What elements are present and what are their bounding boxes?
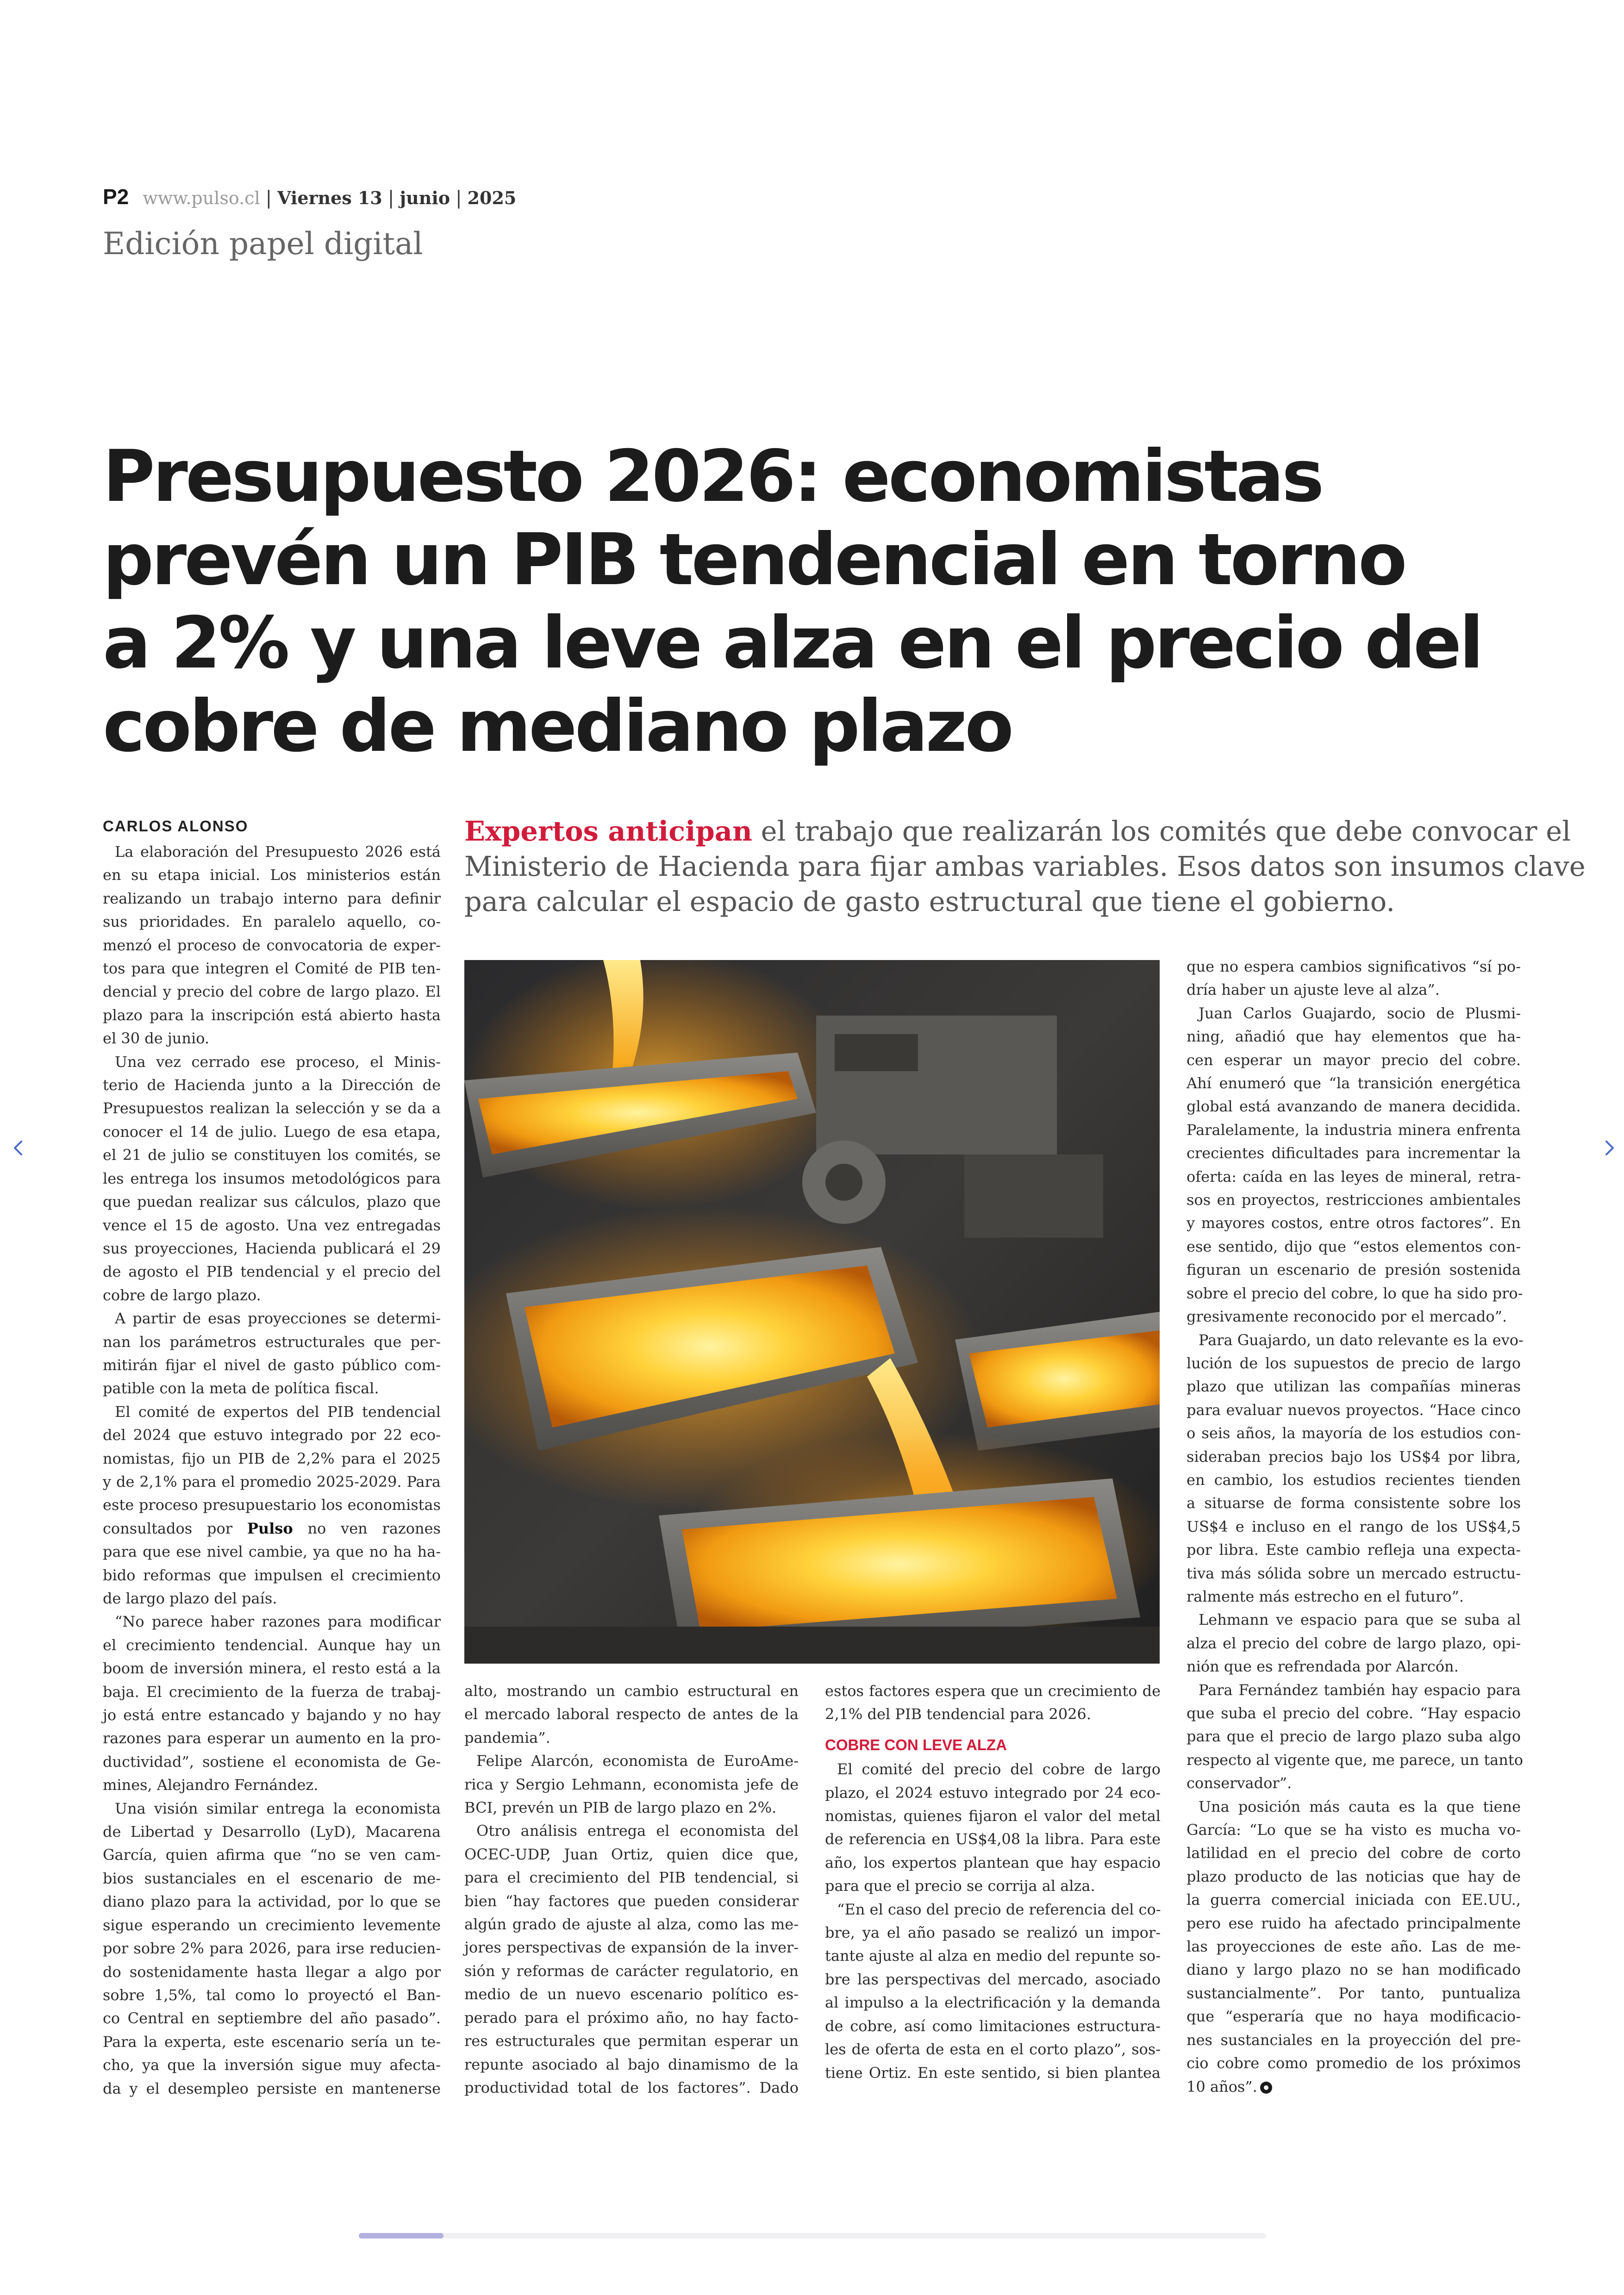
article-text-line: La elaboración del Presupuesto 2026 está [115, 843, 441, 861]
article-text-line: el mercado laboral respecto de antes de la [464, 1705, 799, 1723]
article-text-line: global está avanzando de manera decidida. [1187, 1098, 1521, 1116]
article-text-line: pero ese ruido ha afectado principalmente [1187, 1914, 1521, 1932]
article-text-line: res estructurales que permitan esperar un [464, 2032, 799, 2050]
chevron-right-icon [1600, 1139, 1618, 1157]
article-text-line: sión y reformas de carácter regulatorio, en [464, 1962, 799, 1980]
article-text-line: Una posición más cauta es la que tiene [1199, 1797, 1521, 1815]
article-text-line: mitirán fijar el nivel de gasto público com- [103, 1356, 441, 1374]
article-text-line: Para Guajardo, un dato relevante es la evo- [1199, 1331, 1524, 1349]
article-column-3 [825, 1679, 1161, 2084]
article-text-line: para que el precio se corrija al alza. [825, 1877, 1095, 1895]
article-text-line: ning, añadió que hay elementos que ha- [1187, 1028, 1521, 1046]
article-text-line: plazo para la inscripción está abierto hasta [103, 1006, 441, 1024]
col3-top [825, 1679, 1161, 1726]
article-text-line: diano plazo para la actividad, por lo que se [103, 1893, 441, 1911]
article-text-line: las proyecciones de este año. Las de me- [1187, 1938, 1521, 1956]
header-day: Viernes 13 [277, 187, 382, 208]
article-text-line: Juan Carlos Guajardo, socio de Plusmi- [1199, 1004, 1521, 1022]
article-text-line: para que el precio de largo plazo suba algo [1187, 1727, 1521, 1746]
headline-line: a 2% y una leve alza en el precio del [103, 602, 1482, 685]
article-text-line: ductividad”, sostiene el economista de Ge- [103, 1752, 441, 1771]
article-text-line: bido reformas que impulsen el crecimiento [103, 1566, 441, 1584]
article-text-line: les de oferta de esta en el corto plazo”, sos- [825, 2040, 1161, 2058]
article-text-line: gresivamente reconocido por el mercado”. [1187, 1308, 1507, 1326]
article-text-line: plazo, el 2024 estuvo integrado por 24 eco- [825, 1784, 1161, 1802]
header-separator: | [387, 187, 394, 209]
article-text-line: realizando un trabajo interno para definir [103, 889, 441, 907]
article-text-line: Para Fernández también hay espacio para [1199, 1681, 1521, 1699]
article-text-line: BCI, prevén un PIB de largo plazo en 2%. [464, 1799, 777, 1817]
article-text-line: patible con la meta de política fiscal. [103, 1379, 379, 1397]
site-url[interactable]: www.pulso.cl [143, 188, 260, 208]
article-text-line: menzó el proceso de convocatoria de exper- [103, 936, 441, 954]
article-text-line: cio cobre como promedio de los próximos [1187, 2054, 1521, 2072]
article-text-line: Para la experta, este escenario sería un te- [103, 2033, 441, 2051]
article-text-line: para evaluar nuevos proyectos. “Hace cinco [1187, 1401, 1521, 1419]
article-text-line: bre las perspectivas del mercado, asociado [825, 1970, 1161, 1988]
article-text-line: Una vez cerrado ese proceso, el Minis- [115, 1053, 441, 1071]
deck [464, 814, 1586, 919]
article-text-line: Ahí enumeró que “la transición energética [1187, 1074, 1521, 1092]
article-text-line: baja. El crecimiento de la fuerza de trabaj- [103, 1683, 441, 1701]
end-of-article-icon [1260, 2082, 1272, 2094]
header-month: junio [400, 187, 450, 208]
article-text-line: la guerra comercial iniciada con EE.UU., [1187, 1891, 1521, 1909]
article-text-line: alza el precio del cobre de largo plazo, opi- [1187, 1634, 1521, 1652]
article-text-line: nomistas, fijo un PIB de 2,2% para el 2025 [103, 1449, 441, 1467]
article-text-line: sos en proyectos, restricciones ambientales [1187, 1191, 1521, 1209]
article-text-line: sus proyecciones, Hacienda publicará el 29 [103, 1239, 441, 1257]
deck-line [464, 814, 1571, 849]
article-text-line: sigue esperando un crecimiento levemente [103, 1916, 441, 1934]
article-text-line: que suba el precio del cobre. “Hay espacio [1187, 1704, 1521, 1722]
article-text-line: alto, mostrando un cambio estructural en [464, 1682, 799, 1700]
article-text-line: para el crecimiento del PIB tendencial, si [464, 1869, 799, 1887]
article-text-line: bien “hay factores que pueden considerar [464, 1892, 799, 1910]
article-column-4 [1187, 955, 1524, 2098]
article-text-line: da y el desempleo persiste en mantenerse [103, 2079, 441, 2097]
article-text-line: y mayores costos, entre otros factores”. En [1187, 1214, 1521, 1232]
publication-name: Pulso [247, 1519, 293, 1537]
article-text-line: algún grado de ajuste al alza, como las me- [464, 1915, 799, 1933]
article-text-line: García, quien afirma que “no se ven cam- [103, 1846, 441, 1864]
article-text-line: de referencia en US$4,08 la libra. Para este [825, 1830, 1161, 1848]
next-page-button[interactable] [1595, 1134, 1623, 1162]
header-separator: | [265, 187, 272, 209]
article-text-line: año, los expertos plantean que hay espacio [825, 1853, 1161, 1871]
article-text-line: bios sustanciales en el escenario de me- [103, 1869, 441, 1887]
article-text-line: Otro análisis entrega el economista del [476, 1822, 799, 1840]
article-text-line: cen esperar un mayor precio del cobre. [1187, 1051, 1521, 1069]
article-text-line: “No parece haber razones para modificar [115, 1613, 441, 1631]
article-text-line: ralmente más estrecho en el futuro”. [1187, 1587, 1464, 1605]
article-text-line: figuran un escenario de presión sostenida [1187, 1261, 1521, 1279]
deck-line-rest: el trabajo que realizarán los comités que debe convocar el [752, 815, 1571, 847]
article-text-line: US$4 e incluso en el rango de los US$4,5 [1187, 1517, 1521, 1535]
headline [103, 435, 1482, 768]
article-text-line: de cobre, así como limitaciones estructura- [825, 2017, 1161, 2035]
article-text-line: repunte asociado al bajo dinamismo de la [464, 2055, 799, 2073]
article-text-line: Presupuestos realizan la selección y se da a [103, 1099, 441, 1117]
article-text-line: cobre de largo plazo. [103, 1286, 261, 1304]
article-text-line: de Libertad y Desarrollo (LyD), Macarena [103, 1823, 441, 1841]
article-text-line: nomistas, quienes fijaron el valor del metal [825, 1807, 1161, 1825]
article-text-line: 10 años”. [1187, 2075, 1521, 2098]
article-text-line: terio de Hacienda junto a la Dirección de [103, 1076, 441, 1094]
article-text-line: de agosto el PIB tendencial y el precio del [103, 1263, 441, 1281]
article-text-line: les entrega los insumos metodológicos para [103, 1169, 441, 1187]
article-text-line: co Central en septiembre del año pasado”. [103, 2009, 441, 2027]
article-text-line: cho, ya que la inversión sigue muy afecta- [103, 2056, 441, 2074]
article-text-line: el crecimiento tendencial. Aunque hay un [103, 1636, 441, 1654]
article-text-line: jo está entre estancado y bajando y no hay [103, 1706, 441, 1724]
article-column-2 [464, 1679, 799, 2099]
article-text-line: a situarse de forma consistente sobre los [1187, 1494, 1521, 1512]
col3-bottom [825, 1758, 1161, 2084]
article-text-line: plazo producto de las noticias que hay de [1187, 1867, 1521, 1885]
section-subhead: COBRE CON LEVE ALZA [825, 1736, 1007, 1753]
article-text-line: perado para el próximo año, no hay facto- [464, 2008, 799, 2027]
article-text-line: este proceso presupuestario los economistas [103, 1496, 441, 1514]
article-text-line: conocer el 14 de julio. Luego de esa etapa, [103, 1123, 441, 1141]
deck-line: Ministerio de Hacienda para fijar ambas variables. Esos datos son insumos clave [464, 850, 1586, 882]
article-text-line: por sobre 2% para 2026, para irse reducien- [103, 1940, 441, 1958]
article-text-line: boom de inversión minera, el resto está a la [103, 1659, 441, 1678]
header-separator: | [456, 187, 462, 209]
article-text-line: lución de los supuestos de precio de largo [1187, 1354, 1521, 1372]
article-text-line: Una visión similar entrega la economista [115, 1799, 441, 1817]
article-text-line: en cambio, los estudios recientes tienden [1187, 1471, 1521, 1489]
article-text-line: dencial y precio del cobre de largo plazo. El [103, 983, 441, 1001]
deck-line: para calcular el espacio de gasto estructural que tiene el gobierno. [464, 886, 1395, 917]
article-text-line: razones para esperar un aumento en la pro- [103, 1729, 441, 1747]
article-text-line: do sostenidamente hasta llegar a algo por [103, 1963, 441, 1981]
article-text-line: que no espera cambios significativos “sí po- [1187, 958, 1521, 975]
headline-line: prevén un PIB tendencial en torno [103, 518, 1405, 601]
article-text-line: el 30 de junio. [103, 1029, 210, 1048]
article-text-line: tiene Ortiz. En este sentido, si bien plantea [825, 2064, 1161, 2082]
previous-page-button[interactable] [5, 1134, 32, 1162]
article-text-line: El comité de expertos del PIB tendencial [115, 1403, 441, 1421]
article-text-line: rica y Sergio Lehmann, economista jefe de [464, 1775, 799, 1793]
article-text-line: del 2024 que estuvo integrado por 22 eco- [103, 1426, 441, 1444]
article-text-line: sus prioridades. En paralelo aquello, co- [103, 913, 441, 931]
article-text-line: latilidad en el precio del cobre de corto [1187, 1844, 1521, 1862]
article-text-line: crecientes dificultades para incrementar la [1187, 1144, 1521, 1162]
article-text-line: al impulso a la electrificación y la demanda [825, 1994, 1161, 2012]
article-text-line: Paralelamente, la industria minera enfrenta [1187, 1121, 1521, 1139]
article-text-line: 2,1% del PIB tendencial para 2026. [825, 1705, 1091, 1723]
article-text-line: o seis años, la mayoría de los estudios con- [1187, 1424, 1521, 1442]
article-text-line: “En el caso del precio de referencia del co- [837, 1900, 1161, 1918]
article-text-line: por libra. Este cambio refleja una expecta- [1187, 1541, 1521, 1559]
article-text-line: tos para que integren el Comité de PIB ten- [103, 960, 441, 978]
article-text-line: que puedan realizar sus cálculos, plazo que [103, 1193, 441, 1211]
page-scrollbar[interactable] [359, 2233, 1266, 2239]
article-text-line: nan los parámetros estructurales que per- [103, 1333, 441, 1351]
article-photo [464, 960, 1160, 1664]
article-text-line: mines, Alejandro Fernández. [103, 1776, 319, 1794]
article-text-line: nión que es refrendada por Alarcón. [1187, 1658, 1459, 1676]
article-column-1 [103, 840, 441, 2100]
article-text-line: tante ajuste al alza en medio del repunte so- [825, 1947, 1161, 1965]
article-text-line: pandemia”. [464, 1728, 550, 1746]
article-text-line: Felipe Alarcón, economista de EuroAme- [476, 1752, 799, 1770]
scrollbar-thumb[interactable] [359, 2233, 443, 2239]
article-text-line: diano y largo plazo no se han modificado [1187, 1961, 1521, 1979]
article-text-line: de largo plazo del país. [103, 1590, 277, 1607]
page-header [103, 184, 516, 212]
article-text-line: para que ese nivel cambie, ya que no ha ha- [103, 1543, 441, 1561]
article-text-line: García: “Lo que se ha visto es mucha vo- [1187, 1821, 1521, 1839]
edition-label: Edición papel digital [103, 226, 423, 262]
article-text-line: conservador”. [1187, 1774, 1292, 1792]
article-text-line: OCEC-UDP, Juan Ortiz, quien dice que, [464, 1845, 799, 1863]
article-text-line: consultados por Pulso no ven razones [103, 1519, 441, 1537]
article-text-line: ese sentido, dijo que “estos elementos con- [1187, 1237, 1521, 1255]
headline-line: Presupuesto 2026: economistas [103, 435, 1322, 518]
article-text-line: jores perspectivas de expansión de la inver- [464, 1939, 799, 1957]
article-text-line: el 21 de julio se constituyen los comités, se [103, 1146, 441, 1164]
headline-line: cobre de mediano plazo [103, 685, 1012, 768]
article-text-line: y de 2,1% para el promedio 2025-2029. Para [103, 1472, 441, 1491]
article-text-line: productividad total de los factores”. Dado [464, 2078, 799, 2096]
article-text-line: plazo que utilizan las compañías mineras [1187, 1378, 1521, 1396]
deck-lead: Expertos anticipan [464, 815, 752, 847]
article-text-line: oferta: caída en las leyes de mineral, retra- [1187, 1167, 1521, 1185]
chevron-left-icon [9, 1139, 28, 1157]
molten-copper-image [464, 960, 1160, 1664]
article-text-line: nes sustanciales en la proyección del pre- [1187, 2031, 1521, 2049]
article-text-line: bre, ya el año pasado se realizó un impor- [825, 1924, 1161, 1942]
article-text-line: respecto al vigente que, me parece, un tanto [1187, 1751, 1523, 1769]
article-text-line: sobre 1,5%, tal como lo proyectó el Ban- [103, 1986, 441, 2004]
article-text-line: Lehmann ve espacio para que se suba al [1199, 1611, 1521, 1629]
article-text-line: medio de un nuevo escenario político es- [464, 1985, 799, 2003]
article-text-line: en su etapa inicial. Los ministerios están [103, 866, 441, 884]
article-text-line: sideraban precios bajo los US$4 por libra, [1187, 1447, 1521, 1466]
article-text-line: dría haber un ajuste leve al alza”. [1187, 981, 1440, 999]
article-text-line: que “esperaría que no haya modificacio- [1187, 2008, 1521, 2026]
article-text-line: sobre el precio del cobre, lo que ha sido pro- [1187, 1284, 1523, 1302]
header-year: 2025 [467, 187, 517, 208]
page-number: P2 [103, 185, 129, 209]
article-text-line: sustancialmente”. Por tanto, puntualiza [1187, 1984, 1521, 2002]
article-text-line: A partir de esas proyecciones se determi- [115, 1310, 441, 1328]
article-text-line: El comité del precio del cobre de largo [837, 1760, 1161, 1778]
byline: CARLOS ALONSO [103, 817, 249, 835]
article-text-line: tiva más sólida sobre un mercado estructu- [1187, 1564, 1521, 1582]
article-text-line: vence el 15 de agosto. Una vez entregadas [103, 1216, 441, 1234]
article-text-line: estos factores espera que un crecimiento de [825, 1682, 1161, 1700]
